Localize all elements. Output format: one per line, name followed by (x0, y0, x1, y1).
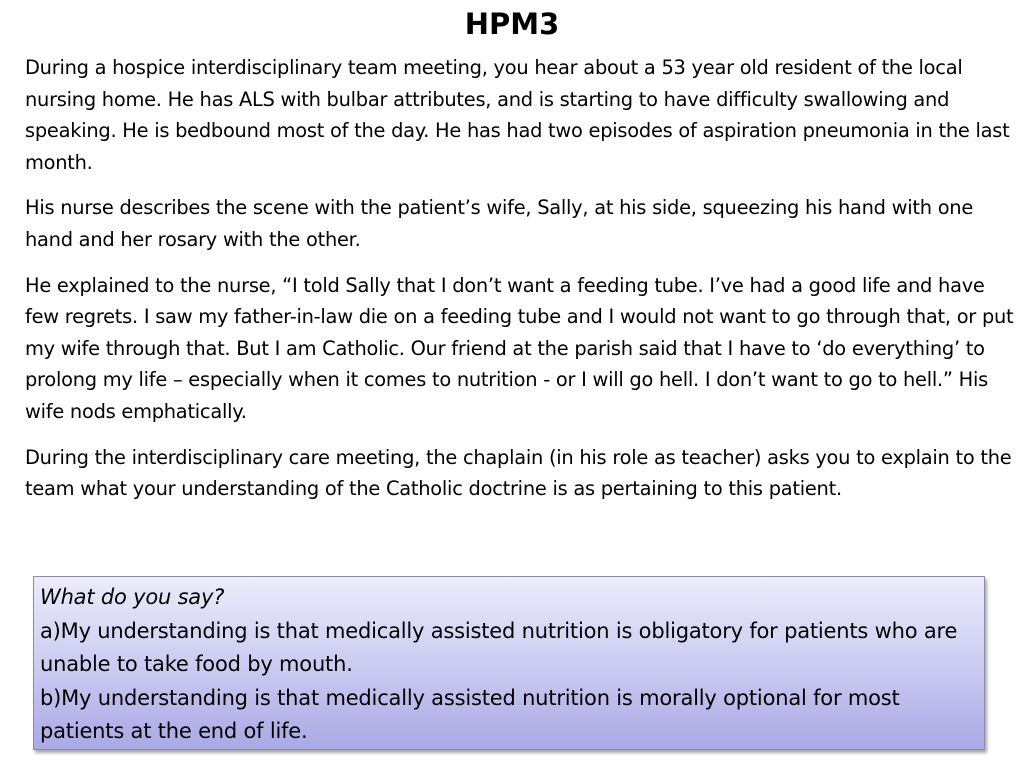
answer-option-b: b)My understanding is that medically assisted nutrition is morally optional for most patients at the end of life. (40, 685, 900, 743)
question-prompt: What do you say? (40, 585, 225, 609)
paragraph-chaplain-request: During the interdisciplinary care meeting, the chaplain (in his role as teacher) asks you to explain to the team what your understanding of the Catholic doctrine is as pertaining to this patient. (25, 445, 1012, 501)
paragraph-case-intro: During a hospice interdisciplinary team meeting, you hear about a 53 year old resident of the local nursing home. He has ALS with bulbar attributes, and is starting to have difficulty swallowing and speaking. He is bedbound most of the day. He has had two episodes of aspiration pneumonia in the last month. (25, 56, 1010, 174)
question-box (33, 576, 985, 750)
paragraph-nurse-scene: His nurse describes the scene with the patient’s wife, Sally, at his side, squeezing his hand with one hand and her rosary with the other. (25, 196, 974, 251)
answer-option-a: a)My understanding is that medically assisted nutrition is obligatory for patients who are unable to take food by mouth. (40, 618, 958, 676)
case-description (25, 52, 1015, 519)
paragraph-patient-quote: He explained to the nurse, “I told Sally that I don’t want a feeding tube. I’ve had a good life and have few regrets. I saw my father-in-law die on a feeding tube and I would not want to go through that, or put my wife through that. But I am Catholic. Our friend at the parish said that I have to ‘do everything’ to prolong my life – especially when it comes to nutrition - or I will go hell. I don’t want to go to hell.” His wife nods emphatically. (25, 273, 1014, 423)
slide-title: HPM3 (464, 7, 560, 41)
